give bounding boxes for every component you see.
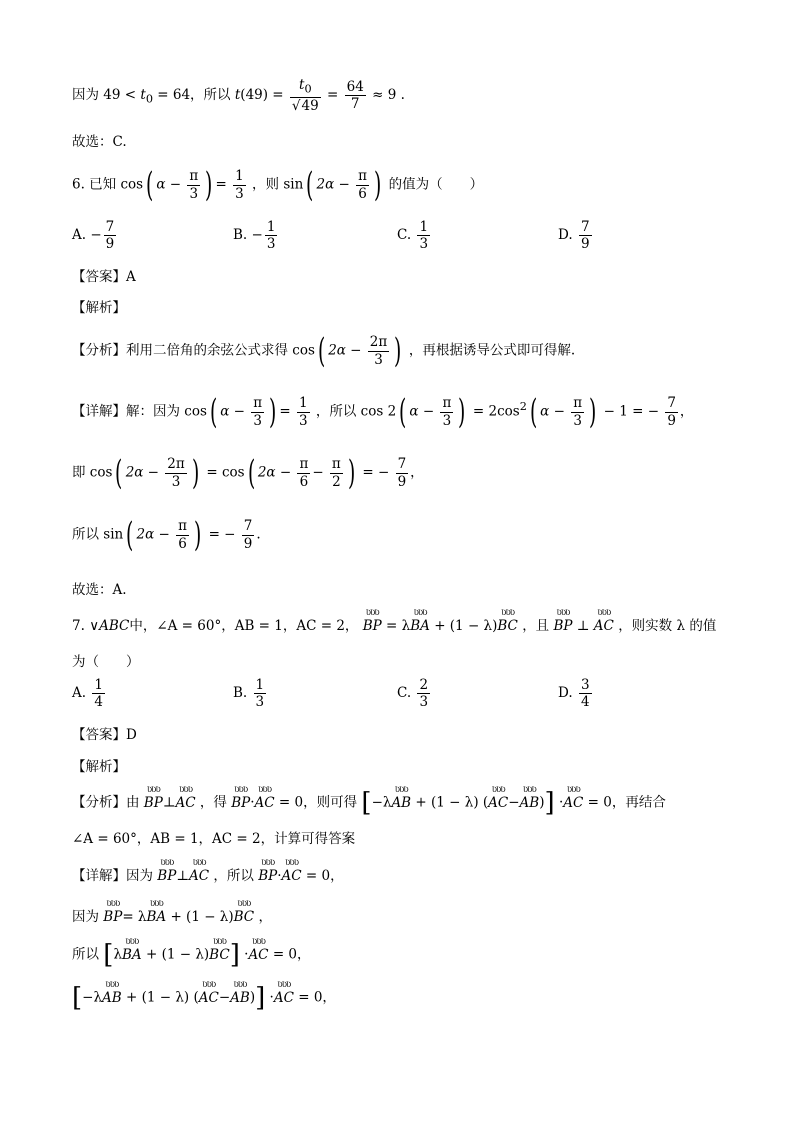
option-a: A. $\frac{1}{4}$ [72, 677, 103, 711]
fraction: $\frac{64}{7}$ [346, 78, 364, 112]
analysis-label: 【解析】 [72, 759, 126, 775]
detail-text: 【详解】解：因为 cos( α − $\frac{\pi}{3}$ ) = $\frac{1}{3}$ ，所以 cos 2( α − $\frac{\pi}{3}$ ) = $2\cos^2$( α − $\frac{\pi}{3}$ ) − 1 = − $\frac{7}{9}$ ， [72, 392, 694, 432]
option-b: B. − $\frac{1}{3}$ [233, 219, 276, 253]
option-c: C. $\frac{2}{3}$ [397, 677, 429, 711]
fraction: $\frac{1}{3}$ [235, 168, 244, 202]
option-d: D. $\frac{3}{4}$ [558, 677, 590, 711]
fraction: $\frac{\pi}{3}$ [189, 168, 199, 202]
analysis-text: 【分析】由 ƲƲƲ BP⊥ƲƲƲ AC ，得 ƲƲƲ BP·ƲƲƲ AC = 0，则可得 [−λƲƲƲ AB + (1 − λ) (ƲƲƲ AC−ƲƲƲ AB)] ·ƲƲƲ AC = 0，再结合 [72, 790, 666, 816]
detail-text: 所以 sin( 2α − $\frac{\pi}{6}$ ) = − $\frac{7}{9}$ . [72, 515, 261, 555]
detail-text: 【详解】因为 ƲƲƲ BP⊥ƲƲƲ AC ，所以 ƲƲƲ BP·ƲƲƲ AC = 0， [72, 864, 344, 884]
text-line: 故选：A. [72, 582, 127, 598]
fraction: $\frac{t_0}{√49}$ [291, 77, 319, 114]
answer-label: 【答案】A [72, 269, 136, 285]
detail-text: 即 cos( 2α − $\frac{2\pi}{3}$ ) = cos( 2α − $\frac{\pi}{6}$ − $\frac{\pi}{2}$ ) = − $\frac{7}{9}$ ， [72, 453, 424, 493]
text-line: 为（ ） [72, 654, 140, 670]
analysis-text: 【分析】利用二倍角的余弦公式求得 cos( 2α − $\frac{2\pi}{3}$ ) ，再根据诱导公式即可得解. [72, 331, 576, 371]
analysis-label: 【解析】 [72, 300, 126, 316]
text-line: 因为 $49 < t_0 = 64$，所以 t(49) = $\frac{t_0}{√49}$ = $\frac{64}{7}$ ≈ 9 . [72, 77, 405, 114]
question-7: 7. ∨ABC中，∠A = 60°，AB = 1，AC = 2， ƲƲƲ BP = λƲƲƲ BA + (1 − λ)ƲƲƲ BC ，且 ƲƲƲ BP ⊥ ƲƲƲ AC ，则实数 λ 的值 [72, 614, 716, 634]
detail-text: 所以 [λƲƲƲ BA + (1 − λ)ƲƲƲ BC] ·ƲƲƲ AC = 0， [72, 942, 311, 968]
detail-text: [−λƲƲƲ AB + (1 − λ) (ƲƲƲ AC−ƲƲƲ AB)] ·ƲƲƲ AC = 0， [72, 985, 336, 1011]
option-c: C. $\frac{1}{3}$ [397, 219, 429, 253]
option-b: B. $\frac{1}{3}$ [233, 677, 265, 711]
text-line: 故选：C. [72, 134, 127, 150]
option-a: A. − $\frac{7}{9}$ [72, 219, 115, 253]
detail-text: 因为 ƲƲƲ BP= λƲƲƲ BA + (1 − λ)ƲƲƲ BC ， [72, 905, 272, 925]
fraction: $\frac{\pi}{6}$ [358, 168, 368, 202]
analysis-text: ∠A = 60°，AB = 1，AC = 2，计算可得答案 [72, 831, 356, 847]
answer-label: 【答案】D [72, 727, 137, 743]
question-6: 6. 已知 cos( α − $\frac{\pi}{3}$ ) = $\frac{1}{3}$ ，则 sin( 2α − $\frac{\pi}{6}$ ) 的值为（ ） [72, 165, 484, 205]
option-d: D. $\frac{7}{9}$ [558, 219, 590, 253]
